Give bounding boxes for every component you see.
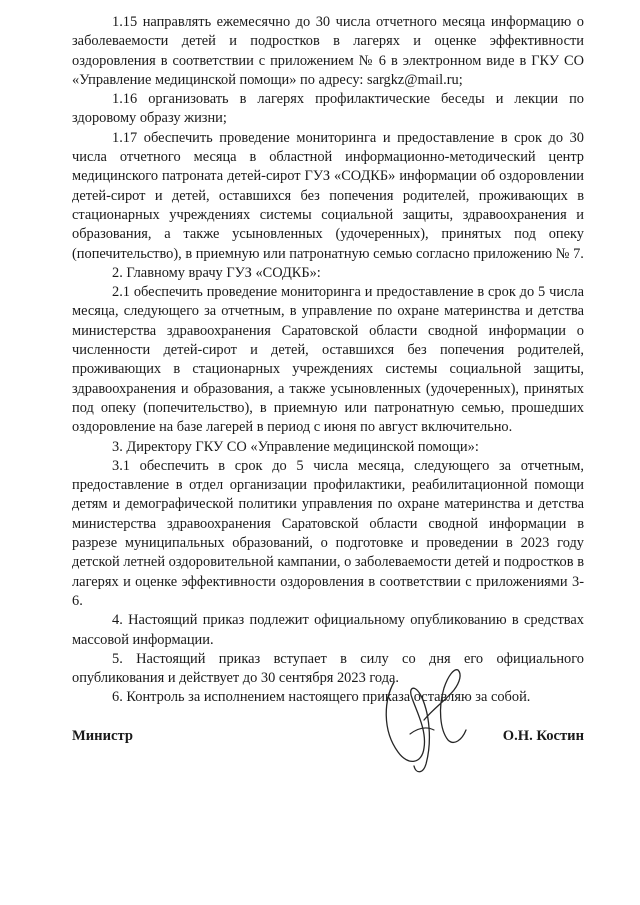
paragraph-6: 6. Контроль за исполнением настоящего приказа оставляю за собой. [112,689,531,706]
paragraph-3: 3. Директору ГКУ СО «Управление медицинской помощи»: [112,438,479,455]
paragraph-5: 5. Настоящий приказ вступает в силу со дня его официального опубликования и действует до 30 сентября 2023 года. [72,650,584,687]
paragraph-3-1: 3.1 обеспечить в срок до 5 числа месяца, следующего за отчетным, предоставление в отдел организации профилактики, реабилитационной помощи детям и демографической политики управления по охране материнства и детства министерства здравоохранения Саратовской области сводной информации в разрезе муниципальных образований, о подготовке и проведении в 2023 году детской летней оздоровительной кампании, о заболеваемости детей и подростков в лагерях и оценке эффективности оздоровления в соответствии с приложениями 3-6. [72,457,584,609]
signatory-name: О.Н. Костин [502,728,584,744]
paragraph-4: 4. Настоящий приказ подлежит официальному опубликованию в средствах массовой информации. [72,612,584,648]
signature-block [72,728,584,748]
paragraph-2-1: 2.1 обеспечить проведение мониторинга и предоставление в срок до 5 числа месяца, следующего за отчетным, в управление по охране материнства и детства министерства здравоохранения Саратовской области сводной информации о численности детей-сирот и детей, оставшихся без попечения родителей, проживающих в стационарных учреждениях системы социальной защиты, здравоохранения и образования, а также усыновленных (удочеренных), принятых под опеку (попечительство), в приемную или патронатную семью, прошедших оздоровление на базе лагерей в период с июня по август включительно. [72,284,584,436]
signatory-position: Министр [72,728,133,744]
paragraph-1-15: 1.15 направлять ежемесячно до 30 числа отчетного месяца информацию о заболеваемости детей и подростков в лагерях и оценке эффективности оздоровления в соответствии с приложением № 6 в электронном виде в ГКУ СО «Управление медицинской помощи» по адресу: sargkz@mail.ru; [72,14,584,88]
paragraph-1-16: 1.16 организовать в лагерях профилактические беседы и лекции по здоровому образу жизни; [72,91,584,127]
paragraph-1-17: 1.17 обеспечить проведение мониторинга и предоставление в срок до 30 числа отчетного месяца в областной информационно-методический центр медицинского патроната детей-сирот ГУЗ «СОДКБ» информации об оздоровлении детей-сирот и детей, оставшихся без попечения родителей, проживающих в стационарных учреждениях системы социальной защиты, здравоохранения и образования, а также усыновленных (удочеренных), принятых под опеку (попечительство), в приемную или патронатную семью согласно приложению № 7. [72,129,584,262]
paragraph-2: 2. Главному врачу ГУЗ «СОДКБ»: [112,264,321,281]
document-body [72,13,584,708]
handwritten-signature [374,660,484,780]
